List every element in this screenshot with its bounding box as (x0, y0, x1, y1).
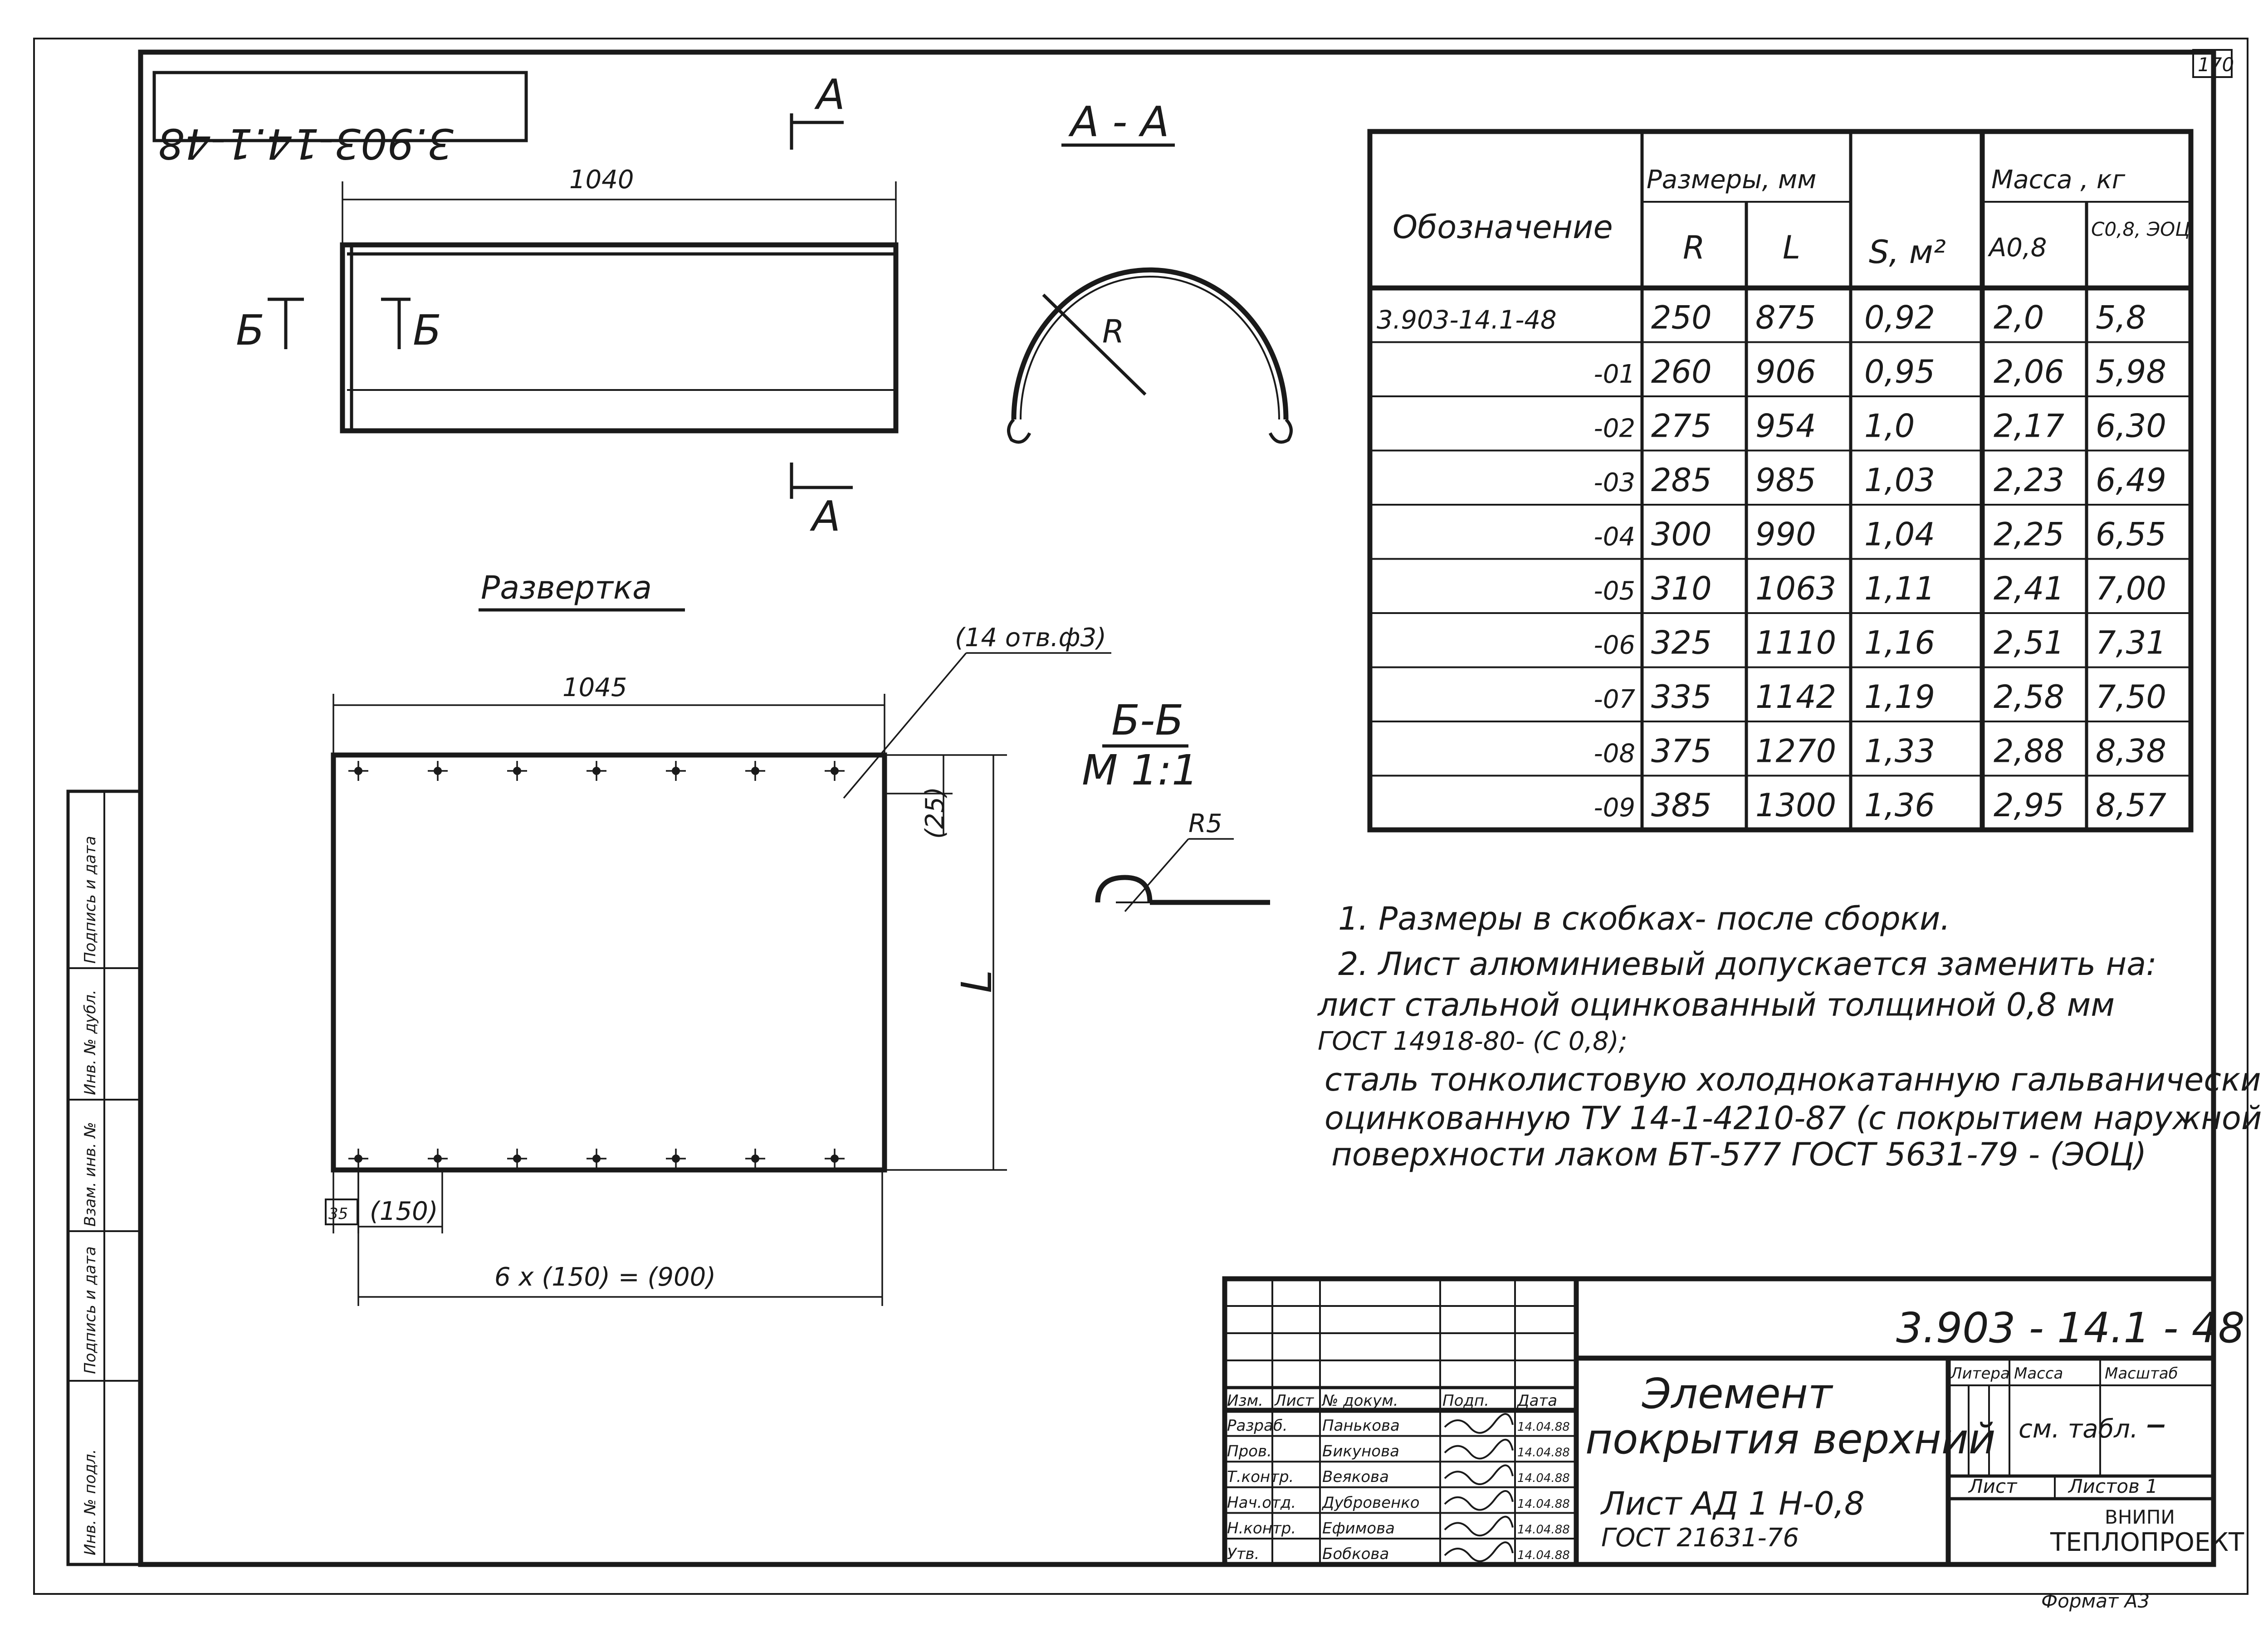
format-label: Формат А3 (2041, 1590, 2150, 1612)
cell-l: 1300 (1755, 787, 1837, 824)
cell-r: 275 (1651, 407, 1712, 445)
edge-dim: (25) (920, 787, 950, 839)
section-bb-title: Б-Б (1111, 696, 1184, 745)
staff-date: 14.04.88 (1517, 1446, 1570, 1460)
top-hole (666, 761, 686, 781)
title-line-2: покрытия верхний (1585, 1415, 1996, 1463)
top-hole (428, 761, 448, 781)
cell-designation: -07 (1593, 685, 1635, 714)
signature (1445, 1414, 1513, 1433)
scale-label: Масштаб (2105, 1364, 2178, 1383)
col-list: Лист (1275, 1392, 1314, 1410)
material-line-2: ГОСТ 21631-76 (1601, 1523, 1799, 1553)
top-hole (825, 761, 845, 781)
cell-a08: 2,23 (1994, 462, 2064, 499)
stamp-inv-dubl: Инв. № дубл. (81, 989, 99, 1095)
signature (1445, 1465, 1513, 1484)
note-line-4: ГОСТ 14918-80- (С 0,8); (1318, 1027, 1628, 1056)
header-mass-a08: А0,8 (1989, 233, 2047, 263)
cell-s: 0,92 (1864, 299, 1935, 336)
cell-a08: 2,17 (1994, 407, 2064, 445)
cell-r: 300 (1651, 516, 1712, 553)
note-line-3: лист стальной оцинкованный толщиной 0,8 мм (1318, 986, 2115, 1023)
table-row (1594, 570, 2166, 607)
title-block (1225, 1279, 2245, 1564)
cell-c08: 5,98 (2096, 353, 2166, 390)
side-stamp (68, 791, 141, 1564)
section-bb-radius: R5 (1188, 809, 1222, 838)
staff-row (1227, 1414, 1570, 1435)
section-a-letter-bottom: А (812, 492, 841, 541)
section-b-letter-left: Б (236, 306, 265, 355)
bottom-hole (507, 1149, 527, 1169)
stamp-inv-podl: Инв. № подл. (81, 1449, 99, 1555)
header-dimensions: Размеры, мм (1647, 165, 1817, 195)
staff-row (1227, 1542, 1570, 1563)
cell-l: 1270 (1755, 732, 1837, 770)
table-row (1594, 624, 2166, 662)
signature (1445, 1440, 1513, 1459)
staff-role: Т.контр. (1227, 1468, 1294, 1486)
total-dim: 6 x (150) = (900) (494, 1262, 716, 1292)
cell-l: 1110 (1755, 624, 1837, 662)
mirrored-code: 3.903-14.1-48 (158, 119, 454, 168)
header-area: S, м² (1869, 234, 1946, 271)
cell-r: 285 (1651, 462, 1712, 499)
mass-value: см. табл. (2019, 1414, 2138, 1444)
cell-c08: 6,55 (2096, 516, 2166, 553)
col-doc: № докум. (1322, 1392, 1398, 1410)
cell-c08: 5,8 (2096, 299, 2146, 336)
stamp-vzam-inv: Взам. инв. № (81, 1122, 99, 1227)
cell-designation: -08 (1593, 739, 1635, 769)
stamp-sign-date-2: Подпись и дата (81, 836, 99, 964)
note-line-7: поверхности лаком БТ-577 ГОСТ 5631-79 - (ЭОЦ) (1331, 1136, 2147, 1173)
page-number: 170 (2198, 54, 2234, 76)
cell-l: 1063 (1755, 570, 1837, 607)
bottom-hole (745, 1149, 765, 1169)
cell-c08: 7,00 (2096, 570, 2166, 607)
sheet-label: Лист (1969, 1475, 2017, 1497)
cell-a08: 2,41 (1994, 570, 2064, 607)
staff-role: Разраб. (1227, 1417, 1288, 1435)
header-mass-c08: С0,8, ЭОЦ (2091, 218, 2190, 240)
section-bb (1082, 696, 1270, 911)
staff-date: 14.04.88 (1517, 1471, 1570, 1486)
staff-name: Веякова (1322, 1468, 1389, 1486)
signature (1445, 1517, 1513, 1536)
notes (1317, 900, 2262, 1173)
staff-date: 14.04.88 (1517, 1549, 1570, 1562)
cell-l: 985 (1755, 462, 1816, 499)
holes-note: (14 отв.ф3) (955, 623, 1106, 653)
cell-r: 375 (1651, 732, 1712, 770)
cell-a08: 2,25 (1994, 516, 2064, 553)
cell-l: 875 (1755, 299, 1816, 336)
cell-s: 1,19 (1864, 678, 1935, 716)
table-row (1594, 516, 2166, 553)
staff-row (1227, 1517, 1570, 1538)
staff-name: Ефимова (1322, 1519, 1395, 1538)
bottom-hole (825, 1149, 845, 1169)
staff-row (1227, 1491, 1570, 1512)
section-b-letter-right: Б (413, 306, 442, 355)
table-rows (1377, 299, 2166, 824)
cell-designation: -01 (1593, 360, 1635, 389)
cell-s: 1,03 (1864, 462, 1935, 499)
org-line-1: ВНИПИ (2105, 1506, 2175, 1528)
cell-s: 1,36 (1864, 787, 1935, 824)
scale-value: – (2146, 1399, 2166, 1447)
bottom-hole (666, 1149, 686, 1169)
header-r: R (1683, 229, 1705, 266)
note-line-6: оцинкованную ТУ 14-1-4210-87 (с покрытием наружной (1325, 1100, 2262, 1137)
cell-c08: 7,31 (2096, 624, 2166, 662)
cell-a08: 2,06 (1994, 353, 2064, 390)
cell-designation: -03 (1593, 468, 1635, 497)
table-row (1594, 678, 2166, 716)
cell-c08: 7,50 (2096, 678, 2166, 716)
stamp-sign-date-1: Подпись и дата (81, 1246, 99, 1374)
cell-a08: 2,95 (1994, 787, 2064, 824)
col-izm: Изм. (1227, 1392, 1263, 1410)
mass-label: Масса (2014, 1364, 2063, 1383)
table-row (1594, 408, 2166, 445)
staff-name: Бобкова (1322, 1545, 1389, 1563)
cell-c08: 6,49 (2096, 462, 2166, 499)
cell-a08: 2,51 (1994, 624, 2064, 662)
staff-name: Бикунова (1322, 1442, 1399, 1461)
staff-role: Утв. (1227, 1545, 1260, 1563)
top-hole (587, 761, 606, 781)
bottom-hole (428, 1149, 448, 1169)
development (326, 569, 1111, 1306)
bottom-hole (587, 1149, 606, 1169)
cell-l: 990 (1755, 516, 1816, 553)
pitch-dim: (150) (370, 1197, 438, 1226)
cell-a08: 2,58 (1994, 678, 2064, 716)
material-line-1: Лист АД 1 Н-0,8 (1601, 1485, 1865, 1522)
cell-a08: 2,88 (1994, 732, 2064, 770)
table-row (1594, 462, 2166, 499)
cell-r: 325 (1651, 624, 1712, 662)
section-aa-title: А - А (1070, 97, 1169, 146)
bottom-hole (348, 1149, 368, 1169)
staff-date: 14.04.88 (1517, 1497, 1570, 1511)
cell-s: 0,95 (1864, 353, 1935, 390)
cell-c08: 6,30 (2096, 407, 2166, 445)
header-designation: Обозначение (1393, 209, 1613, 246)
cell-l: 954 (1755, 407, 1816, 445)
section-aa (1009, 97, 1291, 442)
staff-name: Панькова (1322, 1417, 1400, 1435)
offset-dim: 35 (328, 1205, 348, 1223)
header-l: L (1783, 229, 1800, 266)
staff-date: 14.04.88 (1517, 1420, 1570, 1434)
cell-r: 260 (1651, 353, 1712, 390)
staff-row (1227, 1440, 1570, 1461)
table-row (1594, 353, 2166, 390)
title-line-1: Элемент (1642, 1369, 1833, 1418)
cell-designation: -02 (1593, 414, 1635, 443)
letter-label: Литера (1950, 1364, 2010, 1383)
staff-role: Н.контр. (1227, 1519, 1296, 1538)
signature (1445, 1542, 1513, 1561)
top-holes (348, 761, 845, 781)
sheets-label: Листов 1 (2068, 1475, 2158, 1497)
cell-s: 1,33 (1864, 732, 1935, 770)
cell-c08: 8,38 (2096, 732, 2166, 770)
col-date: Дата (1517, 1392, 1558, 1410)
cell-r: 250 (1651, 299, 1712, 336)
cell-s: 1,04 (1864, 516, 1935, 553)
section-aa-radius: R (1102, 313, 1124, 350)
cell-c08: 8,57 (2096, 787, 2166, 824)
cell-designation: -04 (1593, 522, 1635, 552)
cell-designation: -05 (1593, 576, 1635, 606)
cell-s: 1,0 (1864, 407, 1915, 445)
staff-row (1227, 1465, 1570, 1486)
table-row (1594, 733, 2166, 770)
header-mass: Масса , кг (1991, 165, 2126, 195)
top-hole (507, 761, 527, 781)
org-line-2: ТЕПЛОПРОЕКТ (2050, 1528, 2244, 1557)
signature (1445, 1491, 1513, 1510)
top-hole (348, 761, 368, 781)
col-sign: Подп. (1442, 1392, 1489, 1410)
staff-date: 14.04.88 (1517, 1523, 1570, 1537)
main-view-length: 1040 (569, 165, 634, 195)
cell-l: 906 (1755, 353, 1816, 390)
cell-s: 1,16 (1864, 624, 1935, 662)
spec-table (1370, 132, 2191, 830)
cell-designation: -06 (1593, 630, 1635, 660)
side-dim: L (953, 970, 1001, 993)
table-row (1594, 787, 2166, 824)
cell-r: 335 (1651, 678, 1712, 716)
staff-role: Пров. (1227, 1442, 1272, 1461)
table-row (1377, 299, 2146, 336)
note-line-5: сталь тонколистовую холоднокатанную гальванически (1325, 1061, 2261, 1098)
note-line-2: 2. Лист алюминиевый допускается заменить на: (1338, 945, 2157, 983)
note-line-1: 1. Размеры в скобках- после сборки. (1338, 900, 1950, 937)
cell-s: 1,11 (1864, 570, 1935, 607)
staff-role: Нач.отд. (1227, 1493, 1296, 1512)
cell-r: 310 (1651, 570, 1712, 607)
cell-designation: 3.903-14.1-48 (1377, 305, 1557, 335)
staff-name: Дубровенко (1322, 1493, 1420, 1512)
bottom-holes (348, 1149, 845, 1169)
cell-a08: 2,0 (1994, 299, 2044, 336)
cell-designation: -09 (1593, 793, 1635, 823)
section-bb-scale: М 1:1 (1082, 746, 1198, 794)
cell-l: 1142 (1755, 678, 1837, 716)
development-title: Развертка (481, 569, 652, 606)
development-length: 1045 (562, 673, 627, 702)
section-a-letter-top: А (816, 70, 845, 119)
doc-code: 3.903 - 14.1 - 48 (1896, 1304, 2245, 1352)
cell-r: 385 (1651, 787, 1712, 824)
top-hole (745, 761, 765, 781)
